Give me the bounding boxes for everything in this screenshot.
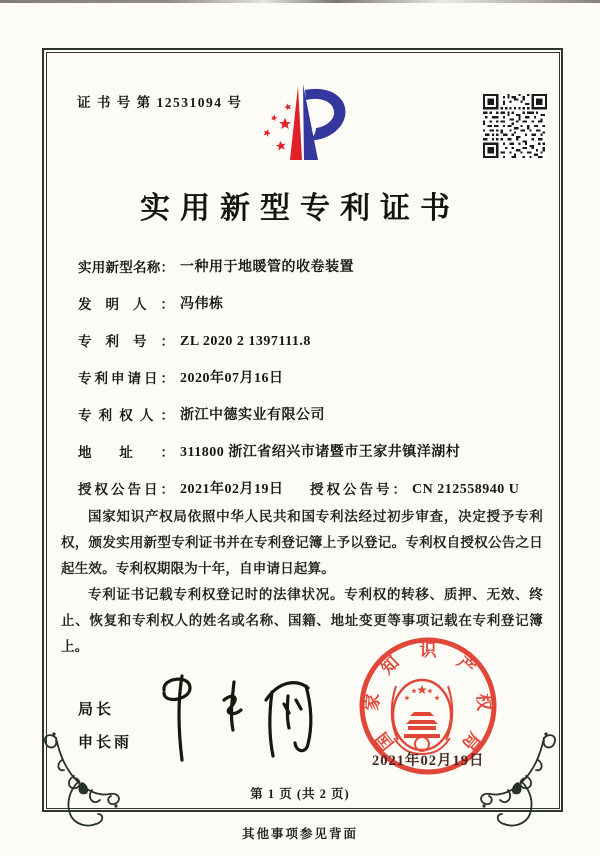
seal-char: 国 xyxy=(372,728,398,754)
field-row-patentee xyxy=(78,405,544,427)
field-value: ZL 2020 2 1397111.8 xyxy=(180,334,311,349)
field-value: 2020年07月16日 xyxy=(180,371,284,386)
seal-char: 识 xyxy=(419,641,437,660)
seal-char: 局 xyxy=(458,728,484,754)
field-value: 冯伟栋 xyxy=(180,297,224,312)
photo-top-edge xyxy=(0,0,600,3)
corner-flourish-right-icon xyxy=(474,730,574,838)
cnipa-logo-icon xyxy=(240,70,378,184)
seal-char: 知 xyxy=(377,652,403,679)
national-emblem-icon xyxy=(392,680,453,754)
director-title: 局长 xyxy=(78,702,115,718)
body-paragraph-2: 专利证书记载专利权登记时的法律状况。专利权的转移、质押、无效、终止、恢复和专利权人的姓名或名称、国籍、地址变更等事项记载在专利登记簿上。 xyxy=(61,587,543,654)
field-label: 专利号： xyxy=(78,334,174,349)
director-name: 申长雨 xyxy=(78,735,133,751)
back-note: 其他事项参见背面 xyxy=(241,827,358,841)
seal-date: 2021年02月19日 xyxy=(372,753,485,769)
grant-date-field xyxy=(78,479,310,501)
body-paragraph-1: 国家知识产权局依照中华人民共和国专利法经过初步审查，决定授予专利权，颁发实用新型专利证书并在专利登记簿上予以登记。专利权自授权公告之日起生效。专利权期限为十年，自申请日起算。 xyxy=(61,509,543,576)
qr-code xyxy=(483,94,547,158)
grant-number-field xyxy=(310,479,519,501)
field-label: 专利权人： xyxy=(78,408,174,423)
certificate-number: 证 书 号 第 12531094 号 xyxy=(77,95,243,110)
director-signature xyxy=(138,666,333,771)
field-row-patent-number xyxy=(78,331,544,353)
seal-char: 权 xyxy=(473,692,494,712)
field-value: 311800 浙江省绍兴市诸暨市王家井镇洋湖村 xyxy=(180,445,461,460)
field-row-filing-date xyxy=(78,368,544,390)
field-label: 地址： xyxy=(78,445,174,460)
field-label: 授权公告号： xyxy=(310,482,406,497)
page-indicator: 第 1 页 (共 2 页) xyxy=(250,787,350,801)
seal-char: 产 xyxy=(453,652,479,679)
field-label: 授权公告日： xyxy=(78,482,174,497)
certificate-title: 实用新型专利证书 xyxy=(140,192,460,225)
field-row-grant xyxy=(78,479,544,501)
certificate-fields xyxy=(78,257,544,501)
field-row-address xyxy=(78,442,544,464)
field-row-patent-name xyxy=(78,257,544,279)
field-value: 2021年02月19日 xyxy=(180,482,284,497)
field-value: 一种用于地暖管的收卷装置 xyxy=(180,260,354,275)
field-label: 实用新型名称： xyxy=(78,260,174,275)
field-row-inventor xyxy=(78,294,544,316)
field-value: 浙江中德实业有限公司 xyxy=(180,408,325,423)
field-label: 专利申请日： xyxy=(78,371,174,386)
field-label: 发明人： xyxy=(78,297,174,312)
field-value: CN 212558940 U xyxy=(412,482,520,497)
corner-flourish-left-icon xyxy=(26,730,126,838)
seal-char: 家 xyxy=(362,692,383,712)
